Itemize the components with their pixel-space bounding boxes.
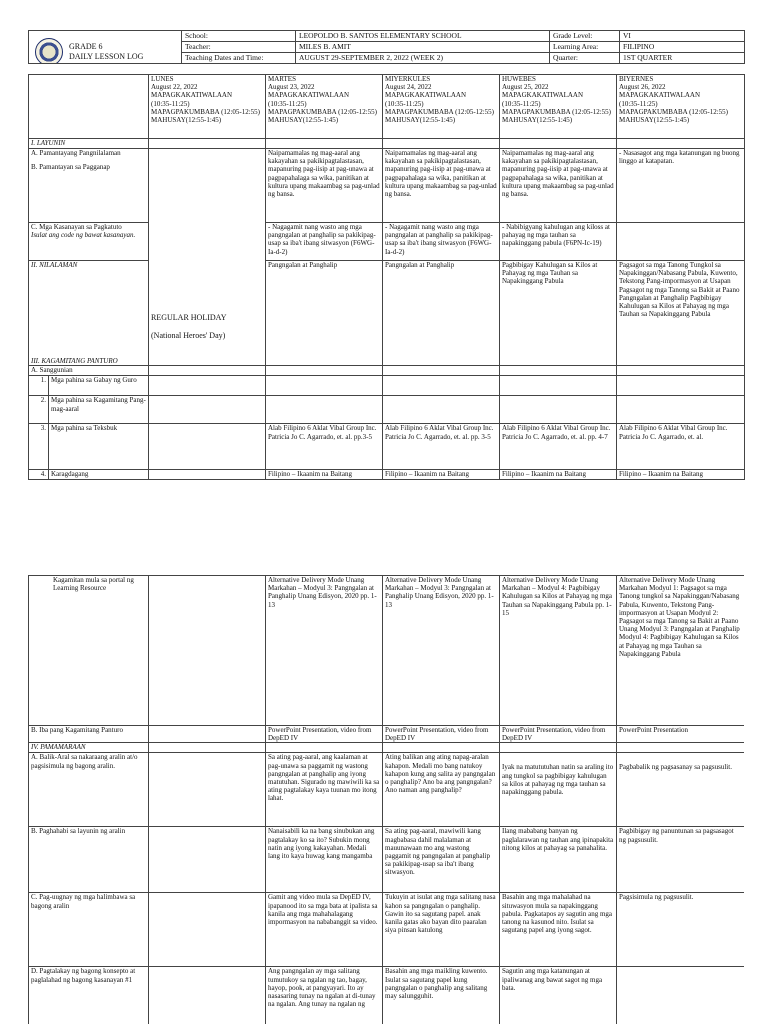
d-tue: Ang pangngalan ay mga salitang tumutukoy sa ngalan ng tao, bagay, hayop, pook, at pangyayari. Ito ay nasasaring tunay na ngalan at di-tunay na ngalan. Ang tunay na ngalan ng [266,967,383,1024]
row-label-pag-uugnay: C. Pag-uugnay ng mga halimbawa sa bagong aralin [29,893,149,967]
k-fri: Filipino – Ikaanim na Baitang [617,470,745,480]
teacher-label: Teacher: [182,42,296,53]
lesson-table-p1 [28,74,745,480]
section-pamamaraan: IV. PAMAMARAAN [29,743,149,753]
day-col-wed: MIYERKULES August 24, 2022 MAPAGKAKATIWALAAN (10:35-11:25) MAPAGPAKUMBABA (12:05-12:55) MAHUSAY(12:55-1:45) [383,75,500,139]
a-thu: Iyak na matututuhan natin sa araling ito ang tungkol sa pagbibigay kahulugan sa kilos at pahayag ng mga tauhan sa napakinggang pabula. [500,753,617,827]
holiday-title: REGULAR HOLIDAY [151,313,227,322]
corner-cell [29,75,149,139]
dll-title: DAILY LESSON LOG [69,52,144,61]
row-label-iba-pang: B. Iba pang Kagamitang Panturo [29,726,149,743]
n-wed: Pangngalan at Panghalip [383,261,500,366]
quarter-value: 1ST QUARTER [620,53,745,64]
ab-fri: - Nasasagot ang mga katanungan ng buong linggo at katapatan. [617,149,745,223]
lr-tue: Alternative Delivery Mode Unang Markahan – Modyul 3: Pangngalan at Panghalip Unang Edisyon, 2020 pp. 1-13 [266,576,383,726]
section-nilalaman: II. NILALAMAN III. KAGAMITANG PANTURO [29,261,149,366]
learning-area-label: Learning Area: [550,42,620,53]
b-tue: PowerPoint Presentation, video from DepED IV [266,726,383,743]
grade-title: GRADE 6 [69,42,103,51]
s1-num: 1. [29,376,49,396]
b2-thu: Ilang mababang banyan ng paglalarawan ng tauhan ang ipinapakita nitong kilos at pahayag sa panahalita. [500,827,617,893]
s2-label: Mga pahina sa Kagamitang Pang-mag-aaral [49,396,149,424]
day-col-mon: LUNES August 22, 2022 MAPAGKAKATIWALAAN (10:35-11:25) MAPAGPAKUMBABA (12:05-12:55) MAHUSAY(12:55-1:45) [149,75,266,139]
k-wed: Filipino – Ikaanim na Baitang [383,470,500,480]
header-title [69,42,143,62]
c2-wed: Tukuyin at isulat ang mga salitang nasa kahon sa pangngalan o panghalip. Gawin ito sa sagutang papel. anak kanila gatas ako bayan dito paaralan siya pinsan katulong [383,893,500,967]
s1-label: Mga pahina sa Gabay ng Guro [49,376,149,396]
a-tue: Sa ating pag-aaral, ang kaalaman at pag-unawa sa paggamit ng wastong pangngalan at panghalip ang iyong matutuhan. Sigurado ng mawiwili ka sa ating pagtalakay kaya tuunan mo itong lahat. [266,753,383,827]
b-fri: PowerPoint Presentation [617,726,745,743]
row-label-paghahabi: B. Paghahabi sa layunin ng aralin [29,827,149,893]
dates-label: Teaching Dates and Time: [182,53,296,64]
lr-thu: Alternative Delivery Mode Unang Markahan – Modyul 4: Pagbibigay Kahulugan sa Kilos at Pahayag ng mga Tauhan sa Napakinggang Pabula pp. 1-15 [500,576,617,726]
section-kagamitan: III. KAGAMITANG PANTURO [31,357,118,366]
c2-fri: Pagsisimula ng pagsusulit. [617,893,745,967]
lr-label: Kagamitan mula sa portal ng Learning Resource [29,576,149,726]
d-wed: Basahin ang mga maikling kuwento. Isulat sa sagutang papel kung pangngalan o panghalip ang salitang may salungguhit. [383,967,500,1024]
s4-label: Karagdagang [49,470,149,480]
b2-fri: Pagbibigay ng panuntunan sa pagsasagot ng pagsusulit. [617,827,745,893]
ab-tue: Naipamamalas ng mag-aaral ang kakayahan sa pakikipagtalastasan, mapanuring pag-iisip at pag-unawa at pagpapahalaga sa wika, panitikan at kultura upang makaambag sa pag-unlad ng bansa. [266,149,383,223]
day-col-thu: HUWEBES August 25, 2022 MAPAGKAKATIWALAAN (10:35-11:25) MAPAGPAKUMBABA (12:05-12:55) MAHUSAY(12:55-1:45) [500,75,617,139]
c-tue: - Nagagamit nang wasto ang mga pangngalan at panghalip sa pakikipag-usap sa iba't ibang sitwasyon (F6WG-Ia-d-2) [266,223,383,261]
day-col-fri: BIYERNES August 26, 2022 MAPAGKAKATIWALAAN (10:35-11:25) MAPAGPAKUMBABA (12:05-12:55) MAHUSAY(12:55-1:45) [617,75,745,139]
s3-label: Mga pahina sa Teksbuk [49,424,149,470]
dates-value: AUGUST 29-SEPTEMBER 2, 2022 (WEEK 2) [296,53,550,64]
b-wed: PowerPoint Presentation, video from DepED IV [383,726,500,743]
school-value: LEOPOLDO B. SANTOS ELEMENTARY SCHOOL [296,31,550,42]
section-layunin: I. LAYUNIN [29,139,149,149]
c-thu: - Nabibigyang kahulugan ang kiloss at pahayag ng mga tauhan sa napakinggang pabula (F6PN-Ic-19) [500,223,617,261]
tb-fri: Alab Filipino 6 Aklat Vibal Group Inc. Patricia Jo C. Agarrado, et. al. [617,424,745,470]
d-fri [617,967,745,1024]
quarter-label: Quarter: [550,53,620,64]
lesson-table-p2 [28,575,744,1024]
grade-level-label: Grade Level: [550,31,620,42]
holiday-note: (National Heroes' Day) [151,331,226,341]
tb-tue: Alab Filipino 6 Aklat Vibal Group Inc. Patricia Jo C. Agarrado, et. al. pp.3-5 [266,424,383,470]
row-label-ab: A. Pamantayang Pangnilalaman B. Pamantayan sa Pagganap [29,149,149,223]
n-thu: Pagbibigay Kahulugan sa Kilos at Pahayag ng mga Tauhan sa Napakinggang Pabula [500,261,617,366]
s4-num: 4. [29,470,49,480]
row-label-balik-aral: A. Balik-Aral sa nakaraang aralin at/o pagsisimula ng bagong aralin. [29,753,149,827]
learning-area-value: FILIPINO [620,42,745,53]
holiday-cell [149,149,266,366]
teacher-value: MILES B. AMIT [296,42,550,53]
ab-thu: Naipamamalas ng mag-aaral ang kakayahan sa pakikipagtalastasan, mapanuring pag-iisip at pag-unawa at pagpapahalaga sa wika, panitikan at kultura upang makaambag sa pag-unlad ng bansa. [500,149,617,223]
c2-thu: Basahin ang mga mahalahad na situwasyon mula sa napakinggang pabula. Pagkatapos ay sagutin ang mga tanong na kasunod nito. Isulat sa sagutang papel ang iyong sagot. [500,893,617,967]
d-thu: Sagutin ang mga katanungan at ipaliwanag ang bawat sagot ng mga bata. [500,967,617,1024]
lesson-log-page-2 [28,575,744,1024]
s2-num: 2. [29,396,49,424]
b2-tue: Nanaisabili ka na bang sinubukan ang pagtalakay ko sa ito? Subukin mong natin ang iyong kakayahan. Medali lang ito kaya huwag kang mangamba [266,827,383,893]
c-wed: - Nagagamit nang wasto ang mga pangngalan at panghalip sa pakikipag-usap sa iba't ibang sitwasyon (F6WG-Ia-d-2) [383,223,500,261]
b2-wed: Sa ating pag-aaral, mawiwili kang magbabasa dahil malalaman at mauunawaan mo ang wastong paggamit ng pangngalan at panghalip sa pakikipag-usap sa iba't ibang sitwasyon. [383,827,500,893]
s3-num: 3. [29,424,49,470]
lr-fri: Alternative Delivery Mode Unang Markahan Modyul 1: Pagsagot sa mga Tanong tungkol sa Napakinggan/Nabasang Pabula, Kuwento, Tekstong Pang-impormasyon at Usapan Modyul 2: Pagsagot sa mga Tanong sa Bakit at Paano Unang Modyul 3: Pangngalan at Panghalip Modyul 4: Pagbibigay Kahulugan sa Kilos at Pahayag ng mga Tauhan sa Napakinggang Pabula [617,576,745,726]
row-label-sanggunian: A. Sanggunian [29,366,149,376]
day-col-tue: MARTES August 23, 2022 MAPAGKAKATIWALAAN (10:35-11:25) MAPAGPAKUMBABA (12:05-12:55) MAHUSAY(12:55-1:45) [266,75,383,139]
row-label-c: C. Mga Kasanayan sa Pagkatuto Isulat ang code ng bawat kasanayan. [29,223,149,261]
deped-seal-icon [35,38,63,64]
lesson-log-page-1 [28,30,744,500]
tb-wed: Alab Filipino 6 Aklat Vibal Group Inc. Patricia Jo C. Agarrado, et. al. pp. 3-5 [383,424,500,470]
b-thu: PowerPoint Presentation, video from DepED IV [500,726,617,743]
lr-wed: Alternative Delivery Mode Unang Markahan – Modyul 3: Pangngalan at Panghalip Unang Edisyon, 2020 pp. 1-13 [383,576,500,726]
ab-wed: Naipamamalas ng mag-aaral ang kakayahan sa pakikipagtalastasan, mapanuring pag-iisip at pag-unawa at pagpapahalaga sa wika, panitikan at kultura upang makaambag sa pag-unlad ng bansa. [383,149,500,223]
n-tue: Pangngalan at Panghalip [266,261,383,366]
a-fri: Pagbabalik ng pagsasanay sa pagsusulit. [617,753,745,827]
header-table [28,30,745,64]
c2-tue: Gamit ang video mula sa DepED IV, ipapanood ito sa mga bata at ipalista sa kanila ang mga mahahalagang impormasyon na nababanggit sa video. [266,893,383,967]
tb-thu: Alab Filipino 6 Aklat Vibal Group Inc. Patricia Jo C. Agarrado, et. al. pp. 4-7 [500,424,617,470]
k-thu: Filipino – Ikaanim na Baitang [500,470,617,480]
grade-level-value: VI [620,31,745,42]
header-logo-cell [29,31,182,64]
row-label-pagtalakay: D. Pagtalakay ng bagong konsepto at paglalahad ng bagong kasanayan #1 [29,967,149,1024]
n-fri: Pagsagot sa mga Tanong Tungkol sa Napakinggan/Nabasang Pabula, Kuwento, Tekstong Pang-impormasyon at Usapan Pagsagot ng mga Tanong sa Bakit at Paano Pangngalan at Panghalip Pagbibigay Kahulugan sa Kilos at Pahayag ng mga Tauhan sa Napakinggang Pabula [617,261,745,366]
school-label: School: [182,31,296,42]
k-tue: Filipino – Ikaanim na Baitang [266,470,383,480]
a-wed: Ating balikan ang ating napag-aralan kahapon. Medali mo bang natukoy kahapon kung ang salita ay pangngalan o panghalip? Ano ba ang pangngalan? Ano naman ang panghalip? [383,753,500,827]
